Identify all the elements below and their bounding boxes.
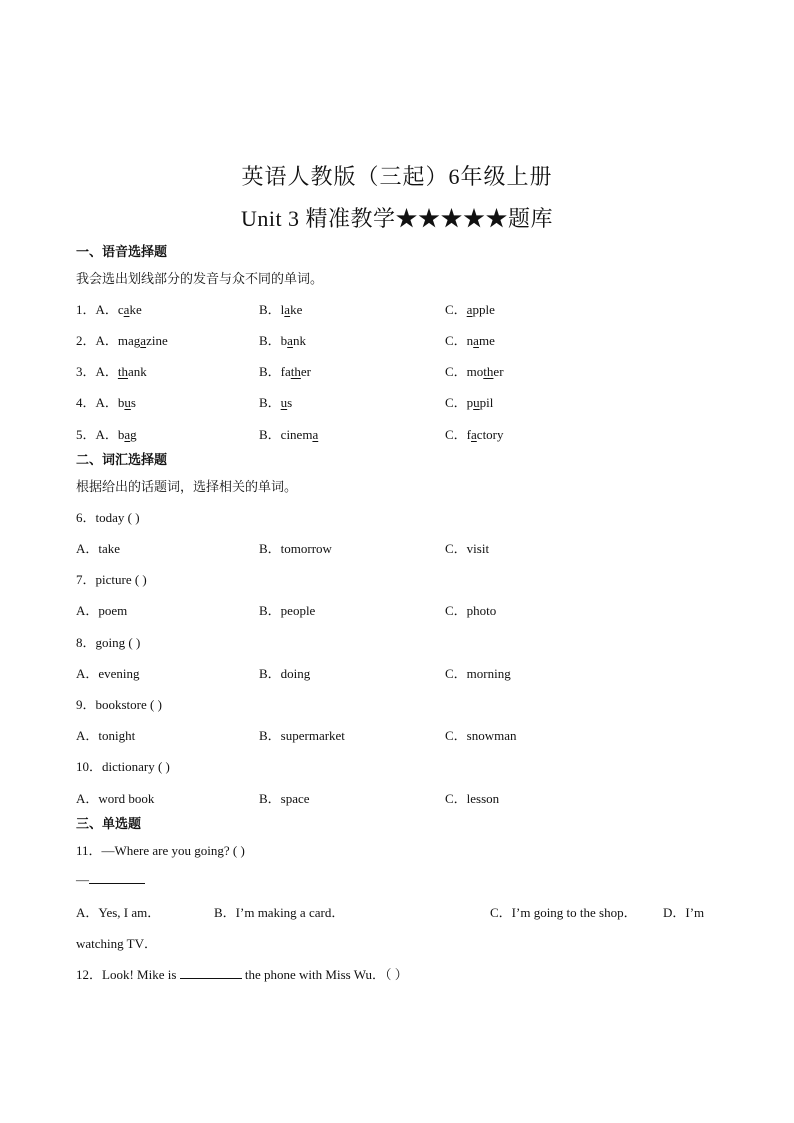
vocab-option-c: C．photo <box>445 603 497 618</box>
phonics-option-a <box>76 299 142 318</box>
vocab-question-stem: 6．today ( ) <box>76 510 140 525</box>
option-label: C． <box>445 364 467 379</box>
underlined-sound: a <box>466 302 473 317</box>
phonics-option-c <box>445 392 493 411</box>
word-part: s <box>287 395 293 410</box>
option-label: B． <box>259 364 281 379</box>
phonics-option-c <box>445 299 495 318</box>
section3-heading: 三、单选题 <box>76 817 142 832</box>
q12-blank <box>180 966 242 979</box>
q11-option-b: B．I’m making a card． <box>214 905 345 920</box>
vocab-options <box>76 538 736 556</box>
phonics-option-b <box>259 330 306 349</box>
word-part: mo <box>466 364 484 379</box>
word-part: pil <box>479 395 494 410</box>
vocab-question-stem: 9．bookstore ( ) <box>76 697 162 712</box>
word-part: er <box>493 364 504 379</box>
q11-option-a: A．Yes, I am． <box>76 905 161 920</box>
option-label: B． <box>259 427 281 442</box>
option-label: 1．A． <box>76 302 118 317</box>
vocab-option-b: B．tomorrow <box>259 541 332 556</box>
vocab-question-stem: 7．picture ( ) <box>76 572 147 587</box>
word-part: ctory <box>476 427 504 442</box>
word-part: pple <box>472 302 495 317</box>
word-part: b <box>117 427 125 442</box>
word-part: ank <box>128 364 147 379</box>
section1-instruction: 我会选出划线部分的发音与众不同的单词。 <box>76 272 324 287</box>
section2-heading: 二、词汇选择题 <box>76 453 168 468</box>
vocab-option-a: A．poem <box>76 603 128 618</box>
vocab-question-stem: 10．dictionary ( ) <box>76 759 170 774</box>
word-part: s <box>130 395 136 410</box>
option-label: C． <box>445 427 467 442</box>
underlined-sound: th <box>483 364 494 379</box>
word-part: c <box>117 302 124 317</box>
vocab-option-c: C．morning <box>445 666 511 681</box>
underlined-sound: th <box>290 364 301 379</box>
word-part: cinem <box>280 427 313 442</box>
vocab-options <box>76 663 736 681</box>
q11-answer-blank <box>89 871 145 884</box>
phonics-option-a <box>76 361 147 380</box>
word-part: b <box>117 395 125 410</box>
vocab-option-c: C．lesson <box>445 791 500 806</box>
vocab-question-stem: 8．going ( ) <box>76 635 141 650</box>
option-label: 5．A． <box>76 427 118 442</box>
phonics-question <box>76 361 736 379</box>
word-part: mag <box>117 333 141 348</box>
vocab-options <box>76 725 736 743</box>
underlined-sound: th <box>117 364 129 379</box>
phonics-option-c <box>445 361 504 380</box>
underlined-sound: a <box>287 333 293 348</box>
option-label: 4．A． <box>76 395 118 410</box>
q11-option-d-cont: watching TV． <box>76 936 157 951</box>
underlined-sound: a <box>471 427 477 442</box>
phonics-question <box>76 330 736 348</box>
underlined-sound: a <box>284 302 291 317</box>
page-subtitle: Unit 3 精准教学★★★★★题库 <box>240 206 554 231</box>
page-title: 英语人教版（三起）6年级上册 <box>241 164 553 189</box>
word-part: ke <box>290 302 303 317</box>
vocab-options <box>76 600 736 618</box>
word-part: n <box>466 333 474 348</box>
word-part: f <box>466 427 472 442</box>
phonics-option-b <box>259 299 302 318</box>
q11-option-d: D．I’m <box>663 905 705 920</box>
phonics-option-b <box>259 392 292 411</box>
phonics-option-b <box>259 361 311 380</box>
underlined-sound: a <box>123 302 130 317</box>
underlined-sound: u <box>280 395 288 410</box>
q11-stem: 11．—Where are you going? ( ) <box>76 843 245 858</box>
section2-instruction: 根据给出的话题词，选择相关的单词。 <box>76 480 298 495</box>
vocab-option-a: A．word book <box>76 791 155 806</box>
option-label: B． <box>259 395 281 410</box>
word-part: b <box>280 333 288 348</box>
option-label: B． <box>259 302 281 317</box>
word-part: zine <box>146 333 168 348</box>
q11-option-c: C．I’m going to the shop． <box>490 905 637 920</box>
phonics-option-c <box>445 424 504 443</box>
vocab-option-b: B．supermarket <box>259 728 345 743</box>
q11-answer-line <box>76 871 145 888</box>
q12-stem <box>76 964 408 983</box>
underlined-sound: a <box>473 333 479 348</box>
phonics-question <box>76 424 736 442</box>
q11-options <box>76 902 736 920</box>
q12-suffix: the phone with Miss Wu．（ ） <box>244 967 408 982</box>
option-label: B． <box>259 333 281 348</box>
vocab-option-c: C．snowman <box>445 728 517 743</box>
underlined-sound: u <box>124 395 131 410</box>
underlined-sound: a <box>140 333 147 348</box>
word-part: l <box>280 302 285 317</box>
option-label: 2．A． <box>76 333 118 348</box>
vocab-option-a: A．take <box>76 541 121 556</box>
word-part: nk <box>292 333 306 348</box>
phonics-question <box>76 299 736 317</box>
vocab-option-b: B．space <box>259 791 310 806</box>
underlined-sound: u <box>473 395 480 410</box>
word-part: g <box>130 427 137 442</box>
word-part: me <box>478 333 495 348</box>
option-label: 3．A． <box>76 364 118 379</box>
vocab-option-b: B．people <box>259 603 316 618</box>
underlined-sound: a <box>312 427 319 442</box>
underlined-sound: a <box>124 427 131 442</box>
vocab-options <box>76 788 736 806</box>
phonics-option-a <box>76 330 168 349</box>
vocab-option-a: A．tonight <box>76 728 136 743</box>
word-part: fa <box>280 364 291 379</box>
word-part: ke <box>129 302 142 317</box>
phonics-question <box>76 392 736 410</box>
section1-heading: 一、语音选择题 <box>76 245 168 260</box>
q12-prefix: 12．Look! Mike is <box>76 967 177 982</box>
vocab-option-b: B．doing <box>259 666 311 681</box>
phonics-option-a <box>76 424 137 443</box>
q11-answer-dash: — <box>76 872 89 887</box>
phonics-option-a <box>76 392 136 411</box>
option-label: C． <box>445 302 467 317</box>
phonics-option-b <box>259 424 318 443</box>
option-label: C． <box>445 395 467 410</box>
vocab-option-a: A．evening <box>76 666 140 681</box>
option-label: C． <box>445 333 467 348</box>
word-part: p <box>466 395 474 410</box>
vocab-option-c: C．visit <box>445 541 490 556</box>
phonics-option-c <box>445 330 495 349</box>
word-part: er <box>300 364 312 379</box>
